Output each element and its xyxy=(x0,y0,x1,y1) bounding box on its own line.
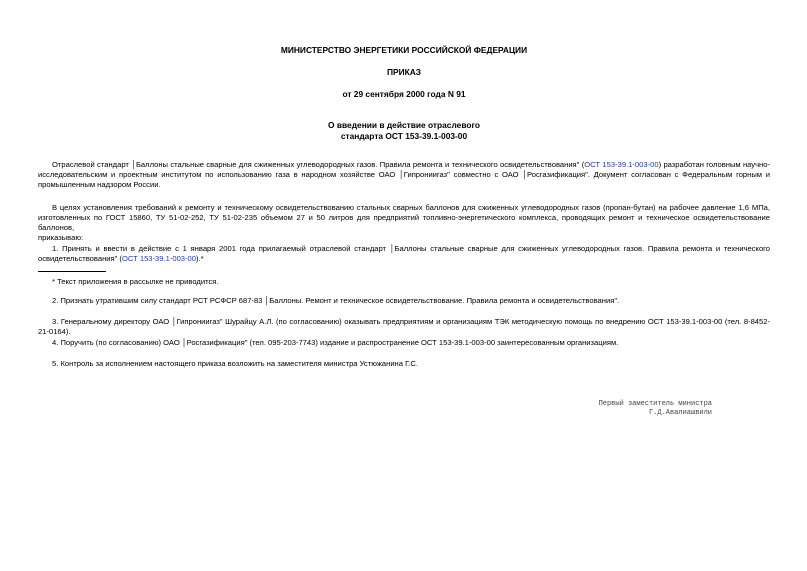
item-4-paragraph: 4. Поручить (по согласованию) ОАО │Росгазификация" (тел. 095-203-7743) издание и распространение ОСТ 153-39.1-003-00 заинтересованным организациям. xyxy=(52,338,619,347)
intro-text-start: Отраслевой стандарт │Баллоны стальные сварные для сжиженных углеводородных газов. Правила ремонта и технического освидетельствования" ( xyxy=(52,160,585,169)
order-word: приказываю: xyxy=(38,233,84,242)
signature-name: Г.Д.Авалиашвили xyxy=(648,409,712,417)
footnote: * Текст приложения в рассылке не приводится. xyxy=(52,277,219,286)
item-2-paragraph: 2. Признать утратившим силу стандарт РСТ РСФСР 687-83 │Баллоны. Ремонт и техническое освидетельствование. Правила ремонта и освидетельствования". xyxy=(52,296,620,305)
order-title: ПРИКАЗ xyxy=(386,67,422,77)
item-5-paragraph: 5. Контроль за исполнением настоящего приказа возложить на заместителя министра Устюжанина Г.С. xyxy=(52,359,418,368)
item-3-paragraph: 3. Генеральному директору ОАО │Гипрониигаз" Шурайцу А.Л. (по согласованию) оказывать предприятиям и организациям ТЭК методическую помощь по внедрению ОСТ 153-39.1-003-00 (тел. 8-8452-21-0164). xyxy=(38,317,770,336)
purpose-paragraph: В целях установления требований к ремонту и техническому освидетельствованию стальных сварных баллонов для сжиженных углеводородных газов (пропан-бутан) на рабочее давление 1,6 МПа, изготовленных по ГОСТ 15860, ТУ 51-02-252, ТУ 51-02-235 объемом 27 и 50 литров для предприятий топливно-энергетического комплекса, проводящих ремонт и техническое освидетельствование баллонов, xyxy=(38,203,770,232)
footnote-divider xyxy=(38,271,106,272)
order-date: от 29 сентября 2000 года N 91 xyxy=(342,89,466,99)
signature-block xyxy=(512,400,712,418)
order-subject-line2: стандарта ОСТ 153-39.1-003-00 xyxy=(340,130,468,141)
item-1-text-start: 1. Принять и ввести в действие с 1 января 2001 года прилагаемый отраслевой стандарт │Баллоны стальные сварные для сжиженных углеводородных газов. Правила ремонта и технического освидетельствования" ( xyxy=(38,244,770,263)
order-subject-line1: О введении в действие отраслевого xyxy=(328,120,480,130)
ministry-name: МИНИСТЕРСТВО ЭНЕРГЕТИКИ РОССИЙСКОЙ ФЕДЕРАЦИИ xyxy=(280,45,528,55)
intro-text-end: ) разработан головным научно-исследовательским и проектным институтом по использованию газа в народном хозяйстве ОАО │Гипрониигаз" совместно с ОАО │Росгазификация". Документ согласован с Федеральным горным и промышленным надзором России. xyxy=(38,160,771,189)
intro-paragraph xyxy=(38,160,770,189)
ost-link-intro[interactable]: ОСТ 153-39.1-003-00 xyxy=(584,160,659,169)
signature-title: Первый заместитель министра xyxy=(598,400,712,408)
ost-link-item-1[interactable]: ОСТ 153-39.1-003-00 xyxy=(121,253,196,263)
item-1-paragraph xyxy=(38,244,770,264)
order-subject xyxy=(38,120,770,141)
item-1-text-end: ).* xyxy=(196,253,204,263)
